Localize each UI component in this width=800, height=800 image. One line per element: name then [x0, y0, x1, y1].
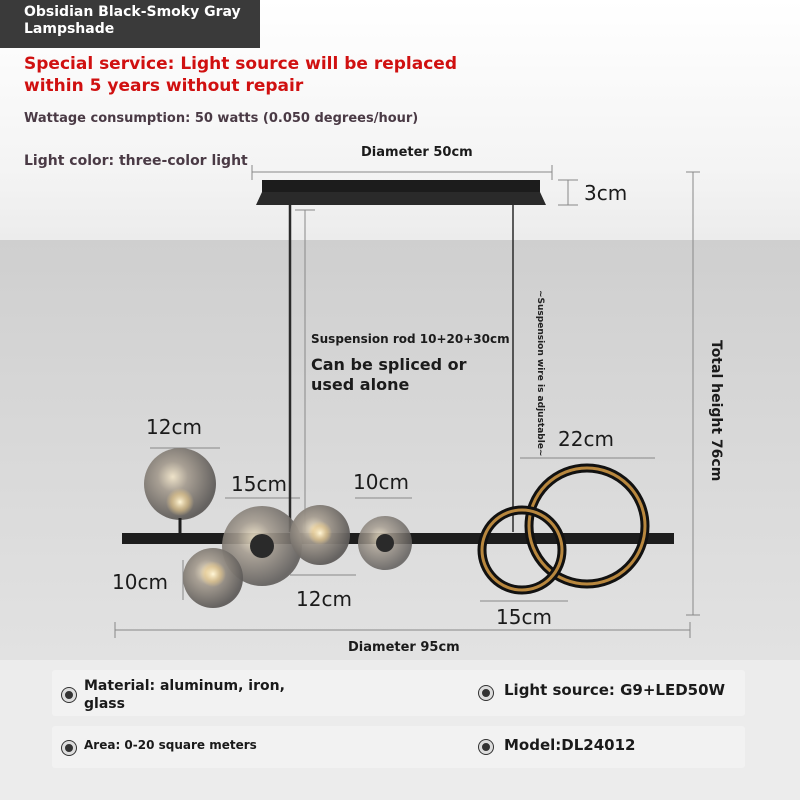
- canopy-diameter-label: Diameter 50cm: [361, 145, 473, 160]
- service-note: Special service: Light source will be replaced within 5 years without repair: [24, 54, 457, 96]
- bullet-icon: [62, 688, 76, 702]
- bullet-icon: [479, 740, 493, 754]
- globe-large-label: 12cm: [146, 415, 202, 439]
- bullet-icon: [479, 686, 493, 700]
- globe-mid-label: 15cm: [231, 472, 287, 496]
- globe-bottom-label: 12cm: [296, 587, 352, 611]
- wattage-text: Wattage consumption: 50 watts (0.050 degrees/hour): [24, 111, 419, 126]
- model-spec: Model:DL24012: [504, 736, 636, 754]
- globe-low-label: 10cm: [112, 570, 168, 594]
- rod-note: Can be spliced or used alone: [311, 355, 467, 394]
- bullet-icon: [62, 741, 76, 755]
- header-tag: Obsidian Black-Smoky Gray Lampshade: [0, 0, 260, 48]
- wire-note: ~Suspension wire is adjustable~: [535, 290, 545, 457]
- rod-label: Suspension rod 10+20+30cm: [311, 332, 510, 346]
- canopy-height-label: 3cm: [584, 181, 628, 205]
- total-height-label: Total height 76cm: [708, 340, 724, 482]
- light-source-spec: Light source: G9+LED50W: [504, 681, 726, 699]
- ring-large-label: 22cm: [558, 427, 614, 451]
- area-spec: Area: 0-20 square meters: [84, 738, 257, 752]
- material-spec: Material: aluminum, iron, glass: [84, 678, 285, 712]
- led-rings: [482, 468, 645, 590]
- light-color-text: Light color: three-color light: [24, 153, 248, 169]
- bar-diameter-label: Diameter 95cm: [348, 640, 460, 655]
- ring-small-label: 15cm: [496, 605, 552, 629]
- canopy: [256, 180, 546, 205]
- globe-small-label: 10cm: [353, 470, 409, 494]
